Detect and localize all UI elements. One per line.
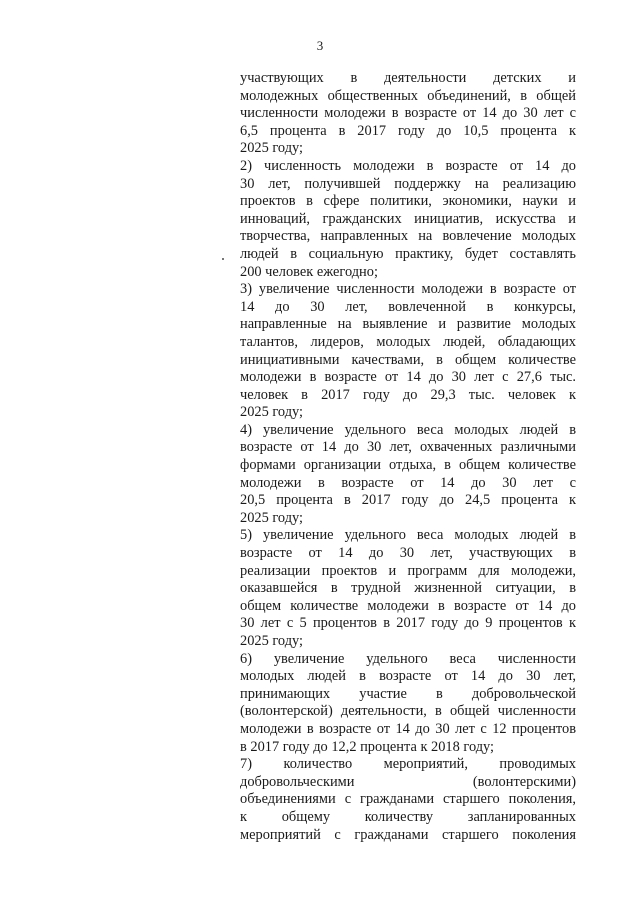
text-line: инноваций, гражданских инициатив, искусства и [240, 210, 576, 227]
text-line: 3) увеличение численности молодежи в возрасте от [240, 281, 576, 298]
text-line: творчества, направленных на вовлечение молодых [240, 228, 576, 245]
text-line: добровольческими (волонтерскими) [240, 773, 576, 790]
text-line: 200 человек ежегодно; [240, 263, 378, 280]
text-line: проектов в сфере политики, экономики, науки и [240, 193, 576, 210]
text-line: численности молодежи в возрасте от 14 до 30 лет с [240, 105, 576, 122]
text-line: 4) увеличение удельного веса молодых людей в [240, 421, 576, 438]
text-line: 7) количество мероприятий, проводимых [240, 756, 576, 773]
body-text [240, 70, 576, 844]
text-line: к общему количеству запланированных [240, 808, 576, 825]
text-line: 2025 году; [240, 633, 304, 649]
text-line: участвующих в деятельности детских и [240, 70, 576, 86]
text-line: 5) увеличение удельного веса молодых людей в [240, 527, 576, 544]
text-line: общем количестве молодежи в возрасте от 14 до [240, 597, 576, 614]
text-line: реализации проектов и программ для молодежи, [240, 562, 576, 579]
text-line: молодых людей в возрасте от 14 до 30 лет, [240, 668, 576, 685]
scan-speck [222, 258, 224, 260]
text-line: людей в социальную практику, будет составлять [240, 245, 576, 262]
text-line: 20,5 процента в 2017 году до 24,5 процента к [240, 492, 576, 509]
text-line: оказавшейся в трудной жизненной ситуации, в [240, 580, 576, 597]
text-line: в 2017 году до 12,2 процента к 2018 году; [240, 738, 495, 755]
text-line: 2025 году; [240, 140, 304, 157]
text-line: 30 лет с 5 процентов в 2017 году до 9 процентов к [240, 615, 576, 632]
text-line: мероприятий с гражданами старшего поколения [240, 826, 576, 843]
text-line: формами организации отдыха, в общем количестве [240, 457, 576, 474]
text-line: молодежи в возрасте от 14 до 30 лет с 27,6 тыс. [240, 369, 576, 386]
text-line: возрасте от 14 до 30 лет, участвующих в [240, 545, 576, 562]
text-line: принимающих участие в добровольческой [240, 685, 576, 702]
text-line: молодежи в возрасте от 14 до 30 лет с [240, 474, 576, 491]
text-line: (волонтерской) деятельности, в общей численности [240, 703, 576, 720]
text-line: 2025 году; [240, 509, 304, 526]
text-line: инициативными качествами, в общем количестве [240, 351, 576, 368]
text-line: молодежных общественных объединений, в общей [240, 87, 576, 104]
page-number: 3 [316, 38, 324, 53]
text-line: человек в 2017 году до 29,3 тыс. человек к [240, 386, 576, 403]
text-line: 6,5 процента в 2017 году до 10,5 процента к [240, 122, 576, 139]
text-line: направленные на выявление и развитие молодых [240, 316, 576, 333]
text-line: молодежи в возрасте от 14 до 30 лет с 12 процентов [240, 720, 576, 737]
text-line: 2) численность молодежи в возрасте от 14 до [240, 157, 576, 174]
text-line: 6) увеличение удельного веса численности [240, 650, 576, 667]
text-line: возрасте от 14 до 30 лет, охваченных различными [240, 439, 576, 456]
text-line: 2025 году; [240, 404, 304, 421]
text-line: 30 лет, получившей поддержку на реализацию [240, 175, 576, 192]
text-line: объединениями с гражданами старшего поколения, [240, 791, 576, 808]
text-line: 14 до 30 лет, вовлеченной в конкурсы, [240, 298, 576, 315]
text-line: талантов, лидеров, молодых людей, обладающих [240, 333, 576, 350]
